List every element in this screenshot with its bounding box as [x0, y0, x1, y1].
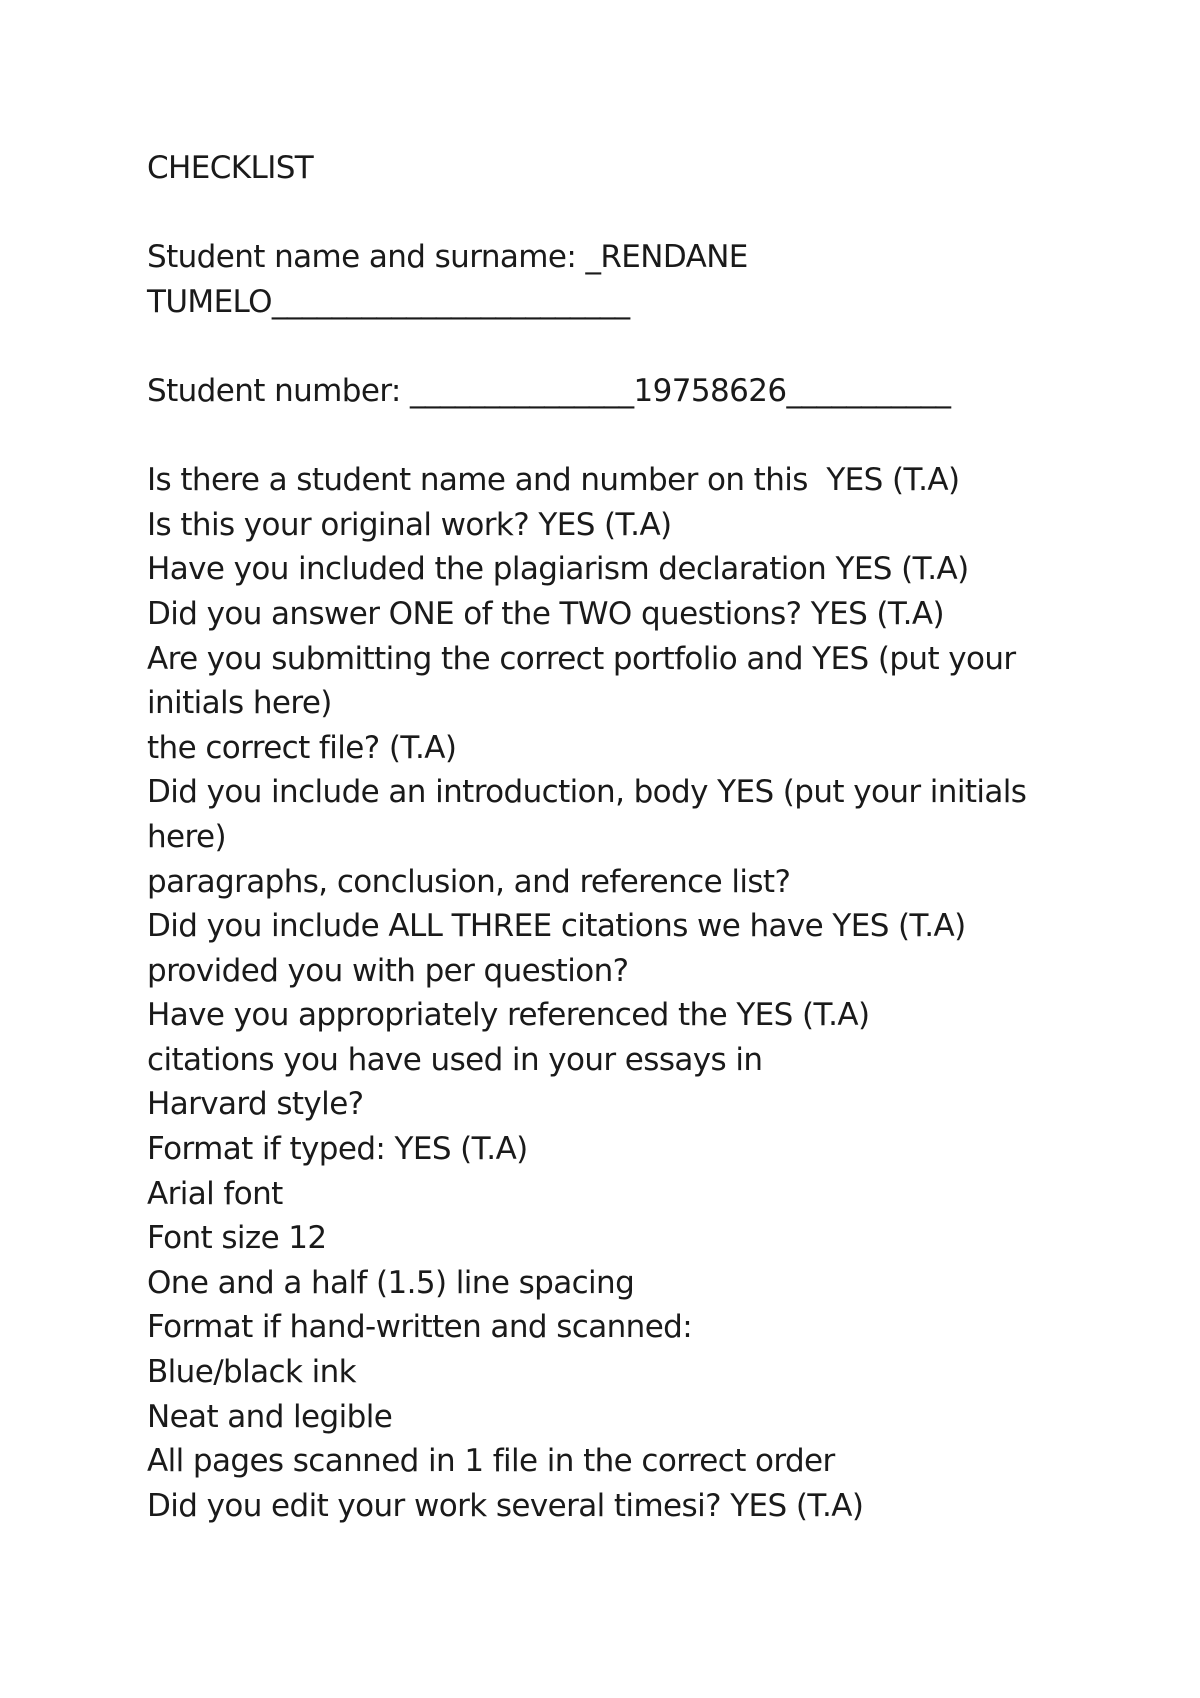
checklist-line: Did you include ALL THREE citations we have YES (T.A) [147, 908, 966, 945]
checklist-line: Have you included the plagiarism declaration YES (T.A) [147, 551, 969, 588]
checklist-line: paragraphs, conclusion, and reference list? [147, 863, 791, 900]
checklist-line: Did you edit your work several timesi? YES (T.A) [147, 1487, 864, 1524]
checklist-line: initials here) [147, 685, 332, 722]
checklist-line: the correct file? (T.A) [147, 729, 457, 766]
checklist-line: Is there a student name and number on this YES (T.A) [147, 462, 960, 499]
spacer [147, 414, 1077, 459]
checklist-line: Format if hand-written and scanned: [147, 1309, 693, 1346]
checklist-line: Font size 12 [147, 1220, 327, 1257]
checklist-line: Neat and legible [147, 1398, 393, 1435]
checklist-line: Did you answer ONE of the TWO questions? YES (T.A) [147, 595, 944, 632]
checklist-line: citations you have used in your essays in [147, 1041, 763, 1078]
checklist-line: All pages scanned in 1 file in the correct order [147, 1443, 835, 1480]
checklist-document [147, 146, 1077, 1528]
spacer [147, 191, 1077, 236]
student-name-line-1: Student name and surname: _RENDANE [147, 239, 748, 276]
checklist-line: Blue/black ink [147, 1354, 356, 1391]
checklist-line: Harvard style? [147, 1086, 364, 1123]
spacer [147, 324, 1077, 369]
student-name-line-2: TUMELO________________________ [147, 283, 630, 320]
checklist-line: Is this your original work? YES (T.A) [147, 506, 672, 543]
student-number-line: Student number: _______________19758626___________ [147, 372, 951, 409]
document-title: CHECKLIST [147, 150, 314, 186]
checklist-line: Arial font [147, 1175, 283, 1212]
checklist-line: One and a half (1.5) line spacing [147, 1264, 635, 1301]
checklist-line: Have you appropriately referenced the YES (T.A) [147, 997, 870, 1034]
checklist-line: here) [147, 818, 226, 855]
checklist-line: provided you with per question? [147, 952, 629, 989]
checklist-line: Are you submitting the correct portfolio and YES (put your [147, 640, 1016, 677]
checklist-line: Did you include an introduction, body YES (put your initials [147, 774, 1027, 811]
checklist-line: Format if typed: YES (T.A) [147, 1131, 528, 1168]
